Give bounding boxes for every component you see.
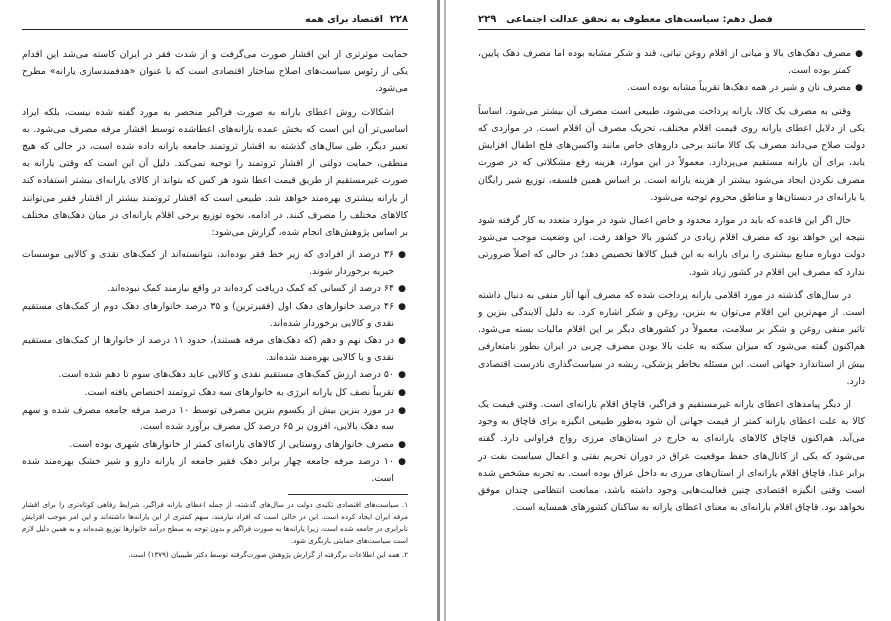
footnote-divider	[288, 494, 408, 495]
list-item: ● ۶۴ درصد از کسانی که کمک دریافت کرده‌اند در واقع نیازمند کمک نبوده‌اند.	[22, 281, 394, 298]
list-item: ● مصرف خانوارهای روستایی از کالاهای یارانه‌ای کمتر از خانوارهای شهری بوده است.	[22, 437, 394, 454]
list-item: ● ۴۶ درصد خانوارهای دهک اول (فقیرترین) و ۳۵ درصد خانوارهای دهک دوم از کمک‌های مستقیم نقدی و کالایی برخوردار شده‌اند.	[22, 301, 406, 329]
page-number: ۲۲۹	[478, 14, 497, 25]
page-number: ۲۲۸	[389, 14, 408, 25]
right-page-header	[478, 14, 865, 30]
bullet-icon: ●	[398, 405, 406, 416]
left-page-header	[22, 14, 408, 30]
bullet-icon: ●	[398, 302, 406, 313]
body-paragraph: اشکالات روش اعطای یارانه به صورت فراگیر منحصر به مورد گفته شده نیست، بلکه ایراد اساسی‌تر آن این است که بخش عمده یارانه‌های اعطاشده توسط اقشار مرفه مصرف می‌شود. به تعبیر دیگر، طی سال‌های گذشته به اقشار ثروتمند جامعه یارانه داده شده است، در حالی که هیچ منطقی، حمایت دولتی از اقشار ثروتمند را توجیه نمی‌کند. دلیل آن این است که وقتی یارانه به صورت غیرمستقیم از طریق قیمت اعطا شود هر کس که بتواند از کالای یارانه‌ای بیشتر استفاده کند از یارانه بیشتری بهره‌مند خواهد شد. طبیعی است که اقشار ثروتمند بیشتر از اقشار فقیر می‌توانند کالاهای مختلف را مصرف کنند. در ادامه، نحوه توزیع برخی اقلام یارانه‌ای در میان دهک‌های مختلف بر اساس پژوهش‌های انجام شده، گزارش می‌شود:	[22, 106, 408, 239]
bullet-icon: ●	[398, 457, 406, 468]
body-paragraph: وقتی به مصرف یک کالا، یارانه پرداخت می‌شود، طبیعی است مصرف آن بیشتر می‌شود. اساساً یکی از دلایل اعطای یارانه روی قیمت اقلام مختلف، تحریک مصرف آن اقلام است. در مواردی که دولت صلاح می‌داند مصرف یک کالا مانند برخی داروهای خاص مانند واکسن‌های فلج اطفال افزایش یابد، برای آن یارانه مستقیم می‌پردازد. معمولاً در این موارد، هزینه رفع مشکلاتی که در صورت مصرف نکردن ایجاد می‌شود بیشتر از هزینه یارانه است. بر اساس همین فلسفه، توزیع شیر رایگان یا یارانه‌ای در دبستان‌ها و مناطق محروم توجیه می‌شود.	[478, 105, 865, 203]
bullet-icon: ●	[398, 370, 406, 381]
body-paragraph: حال اگر این قاعده که باید در موارد محدود و خاص اعمال شود در موارد متعدد به کار گرفته شود نتیجه این خواهد بود که مصرف اقلام زیادی در کشور بالا خواهد رفت. این وضعیت موجب می‌شود دولت دوباره منابع بیشتری را برای یارانه به این قبیل کالاها تخصیص دهد؛ در حالی که اصلاً ضرورتی ندارد که مصرف این اقلام در کشور زیاد شود.	[478, 215, 865, 278]
bullet-icon: ●	[398, 250, 406, 261]
bullet-icon: ●	[398, 387, 406, 398]
bullet-icon: ●	[398, 439, 406, 450]
running-title: فصل دهم: سیاست‌های معطوف به تحقق عدالت اجتماعی	[506, 14, 773, 25]
page-gutter-left	[437, 0, 440, 621]
bullet-list	[22, 247, 408, 487]
bullet-icon: ●	[398, 336, 406, 347]
page-gutter-right	[444, 0, 446, 621]
list-item: ● ۳۶ درصد از افرادی که زیر خط فقر بوده‌اند، نتوانسته‌اند از کمک‌های نقدی و کالایی موسسات خیریه برخوردار شوند.	[22, 249, 406, 277]
running-title: اقتصاد برای همه	[305, 14, 384, 25]
bullet-icon: ●	[855, 83, 863, 94]
bullet-icon: ●	[398, 284, 406, 295]
body-paragraph: در سال‌های گذشته در مورد اقلامی یارانه پرداخت شده که مصرف آنها آثار منفی به دنبال داشته است. از مهم‌ترین این اقلام می‌توان به بنزین، روغن و شکر اشاره کرد. به دلیل آلایندگی بنزین و تاثیر منفی روغن و شکر بر سلامت، معمولاً در کشورهای دیگر بر این اقلام مالیات بسته می‌شود. هم‌اکنون گفته می‌شود که میزان سکته به علت بالا بودن مصرف چربی در ایران بطور نامتعارفی بیش از استاندارد جهانی است. این مسئله بخاطر پزشکی، ریشه در سیاست‌گذاری نادرست اقتصادی دارد.	[478, 289, 865, 387]
bullet-icon: ●	[855, 49, 863, 59]
footnote: ۱. سیاست‌های اقتصادی تکیه‌ی دولت در سال‌های گذشته، از جمله اعطای یارانه فراگیر، شرایط رفاهی کوتاه‌تری را برای اقشار مرفه ایران ایجاد کرده است. این در حالی است که افراد نیازمند، سهم کمتری از این یارانه‌ها داشته‌اند و این امر موجب افزایش نابرابری در جامعه شده است، زیرا یارانه‌ها به صورت فراگیر و بدون توجه به سطح درآمد خانوارها توزیع شده‌اند و به همین دلیل لازم است سیاست‌های حمایتی بازنگری شود.	[22, 499, 408, 545]
list-item: ● در دهک نهم و دهم (که دهک‌های مرفه هستند)، حدود ۱۱ درصد از خانوارها از کمک‌های مستقیم نقدی و یا کالایی بهره‌مند شده‌اند.	[22, 335, 406, 363]
list-item: ● تقریباً نصف کل یارانه انرژی به خانوارهای سه دهک ثروتمند اختصاص یافته است.	[22, 385, 394, 402]
list-item: ● در مورد بنزین بیش از یکسوم بنزین مصرفی توسط ۱۰ درصد مرفه جامعه مصرف شده و سهم سه دهک بالایی، افزون بر ۶۵ درصد کل مصرف برآورد شده است.	[22, 404, 406, 433]
list-item: ● ۱۰ درصد مرفه جامعه چهار برابر دهک فقیر جامعه از یارانه دارو و شیر خشک بهره‌مند شده است.	[22, 456, 406, 484]
body-paragraph: از دیگر پیامدهای اعطای یارانه غیرمستقیم و فراگیر، قاچاق اقلام یارانه‌ای است. وقتی قیمت یک کالا به علت اعطای یارانه کمتر از قیمت جهانی آن شود به‌طور طبیعی انگیزه برای قاچاق به وجود می‌آید. هم‌اکنون قاچاق کالاهای یارانه‌ای به خارج در استان‌های مرزی رواج فراوانی دارد. گفته می‌شود که یکی از کانال‌های حفظ موقعیت عراق در دوران تحریم نفتی و اعمال سیاست نفت در برابر غذا، قاچاق اقلام یارانه‌ای از استان‌های مرزی به داخل عراق بوده است. به تجربه مشخص شده است وقتی انگیزه اقتصادی چنین فعالیت‌هایی وجود داشته باشد، ممانعت انتظامی چندان موفق نخواهد بود. قاچاق اقلام یارانه‌ای به معنای اعطای یارانه به ساکنان کشورهای همسایه است.	[478, 399, 865, 514]
right-page	[450, 0, 891, 621]
left-page	[0, 0, 438, 621]
bullet-list	[478, 46, 865, 97]
list-item: ● مصرف دهک‌های بالا و میانی از اقلام روغن نباتی، قند و شکر مشابه بوده اما مصرف دهک پایین، کمتر بوده است.	[478, 48, 863, 76]
body-paragraph: حمایت موثرتری از این اقشار صورت می‌گرفت و از شدت فقر در ایران کاسته می‌شد این اقدام یکی از رئوس سیاست‌های اصلاح ساختار اقتصادی است که با عنوان «هدفمندسازی یارانه» مطرح می‌شود.	[22, 49, 408, 95]
footnote: ۲. همه این اطلاعات برگرفته از گزارش پژوهش صورت‌گرفته توسط دکتر طبیبیان (۱۳۷۹) است.	[128, 549, 408, 559]
list-item: ● ۵۰ درصد ارزش کمک‌های مستقیم نقدی و کالایی عاید دهک‌های سوم تا دهم شده است.	[22, 367, 394, 384]
list-item: ● مصرف نان و شیر در همه دهک‌ها تقریباً مشابه بوده است.	[478, 80, 851, 97]
